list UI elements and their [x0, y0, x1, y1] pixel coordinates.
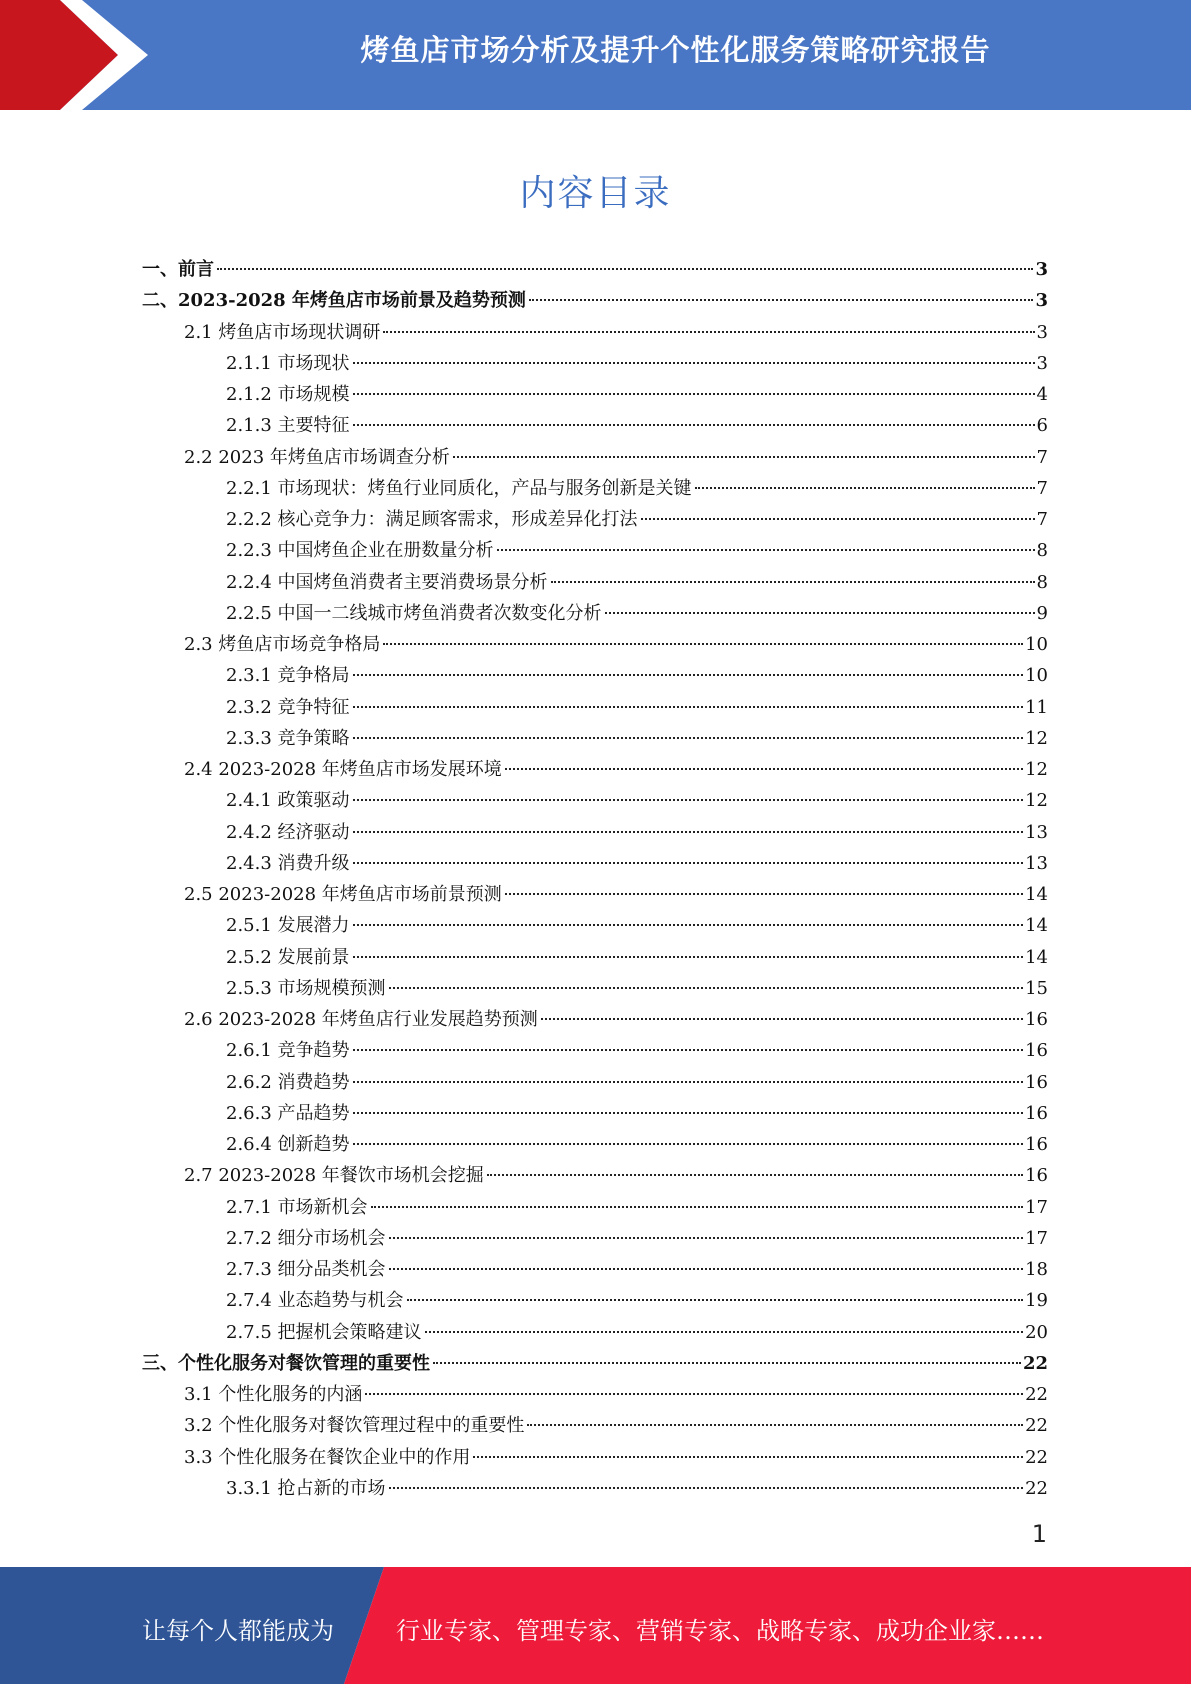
toc-dot-leader — [353, 362, 1035, 364]
toc-entry[interactable] — [142, 910, 1048, 941]
toc-dot-leader — [529, 299, 1034, 301]
toc-entry[interactable] — [142, 285, 1048, 316]
toc-dot-leader — [353, 737, 1024, 739]
toc-entry[interactable] — [142, 848, 1048, 879]
toc-entry-label: 2.7 2023-2028 年餐饮市场机会挖掘 — [184, 1165, 484, 1187]
toc-entry-page: 4 — [1036, 384, 1048, 405]
toc-dot-leader — [353, 831, 1024, 833]
toc-entry[interactable] — [142, 1160, 1048, 1191]
toc-entry[interactable] — [142, 504, 1048, 535]
toc-entry-label: 2.5 2023-2028 年烤鱼店市场前景预测 — [184, 884, 502, 905]
toc-entry-page: 16 — [1025, 1102, 1048, 1124]
toc-dot-leader — [353, 924, 1024, 926]
toc-dot-leader — [217, 268, 1033, 270]
toc-entry-label: 2.2 2023 年烤鱼店市场调查分析 — [184, 446, 450, 468]
toc-entry-label: 2.4.2 经济驱动 — [226, 821, 350, 843]
toc-entry-label: 一、前言 — [142, 259, 214, 280]
toc-entry[interactable] — [142, 1192, 1048, 1223]
toc-entry-page: 14 — [1025, 946, 1048, 968]
toc-entry-label: 2.6.3 产品趋势 — [226, 1102, 350, 1124]
toc-dot-leader — [389, 1268, 1024, 1270]
toc-dot-leader — [695, 487, 1035, 489]
toc-entry-label: 2.7.4 业态趋势与机会 — [226, 1290, 404, 1312]
toc-entry[interactable] — [142, 1285, 1048, 1316]
toc-entry[interactable] — [142, 1410, 1048, 1441]
toc-entry[interactable] — [142, 567, 1048, 598]
toc-entry-label: 2.2.1 市场现状：烤鱼行业同质化，产品与服务创新是关键 — [226, 477, 692, 499]
toc-dot-leader — [425, 1331, 1024, 1333]
toc-entry[interactable] — [142, 1473, 1048, 1504]
toc-entry-page: 15 — [1025, 977, 1048, 999]
toc-entry[interactable] — [142, 1442, 1048, 1473]
toc-entry[interactable] — [142, 1098, 1048, 1129]
toc-entry-page: 22 — [1025, 1446, 1048, 1468]
toc-entry-page: 7 — [1036, 477, 1048, 499]
toc-entry-page: 7 — [1036, 509, 1048, 530]
toc-entry-page: 9 — [1036, 602, 1048, 624]
toc-entry-label: 2.3.2 竞争特征 — [226, 696, 350, 718]
toc-entry-label: 2.4.1 政策驱动 — [226, 790, 350, 812]
toc-entry[interactable] — [142, 942, 1048, 973]
toc-entry[interactable] — [142, 473, 1048, 504]
toc-entry-label: 2.6 2023-2028 年烤鱼店行业发展趋势预测 — [184, 1009, 538, 1030]
toc-entry-label: 2.6.2 消费趋势 — [226, 1071, 350, 1093]
toc-entry-page: 16 — [1025, 1071, 1048, 1093]
toc-entry[interactable] — [142, 442, 1048, 473]
toc-entry-label: 2.7.3 细分品类机会 — [226, 1259, 386, 1280]
toc-entry-label: 3.3 个性化服务在餐饮企业中的作用 — [184, 1446, 471, 1468]
toc-entry[interactable] — [142, 1379, 1048, 1410]
toc-dot-leader — [389, 987, 1024, 989]
toc-dot-leader — [389, 1237, 1024, 1239]
toc-entry-label: 2.1.1 市场现状 — [226, 352, 350, 374]
toc-dot-leader — [551, 581, 1035, 583]
toc-dot-leader — [541, 1018, 1023, 1020]
toc-entry[interactable] — [142, 973, 1048, 1004]
toc-entry-page: 22 — [1022, 1352, 1048, 1374]
toc-dot-leader — [353, 862, 1024, 864]
toc-entry-page: 16 — [1025, 1165, 1048, 1187]
toc-entry-label: 2.5.2 发展前景 — [226, 946, 350, 968]
toc-entry-label: 2.7.1 市场新机会 — [226, 1196, 368, 1218]
toc-entry[interactable] — [142, 1035, 1048, 1066]
toc-dot-leader — [453, 456, 1035, 458]
toc-dot-leader — [353, 706, 1024, 708]
toc-entry-page: 16 — [1025, 1040, 1048, 1062]
toc-dot-leader — [497, 549, 1035, 551]
toc-dot-leader — [353, 1143, 1024, 1145]
toc-dot-leader — [527, 1424, 1023, 1426]
toc-entry[interactable] — [142, 254, 1048, 285]
toc-entry-page: 14 — [1025, 915, 1048, 937]
toc-entry-page: 13 — [1025, 852, 1048, 874]
toc-dot-leader — [353, 799, 1024, 801]
toc-dot-leader — [605, 612, 1035, 614]
toc-entry-label: 2.6.4 创新趋势 — [226, 1134, 350, 1155]
toc-entry-label: 2.5.1 发展潜力 — [226, 915, 350, 937]
toc-dot-leader — [407, 1299, 1024, 1301]
toc-entry-page: 19 — [1025, 1290, 1048, 1312]
header-band — [0, 0, 1191, 110]
toc-entry-page: 6 — [1036, 415, 1048, 437]
toc-entry[interactable] — [142, 660, 1048, 691]
toc-entry[interactable] — [142, 379, 1048, 410]
toc-dot-leader — [353, 393, 1035, 395]
toc-entry-page: 12 — [1025, 759, 1048, 780]
toc-entry-label: 2.2.4 中国烤鱼消费者主要消费场景分析 — [226, 571, 548, 593]
toc-entry-page: 7 — [1036, 446, 1048, 468]
toc-entry-label: 2.3.1 竞争格局 — [226, 665, 350, 687]
toc-dot-leader — [505, 768, 1023, 770]
toc-entry-label: 2.4 2023-2028 年烤鱼店市场发展环境 — [184, 759, 502, 780]
toc-entry[interactable] — [142, 410, 1048, 441]
toc-entry[interactable] — [142, 535, 1048, 566]
toc-heading: 内容目录 — [519, 173, 672, 214]
toc-entry-label: 3.3.1 抢占新的市场 — [226, 1477, 386, 1499]
toc-entry-label: 2.1.2 市场规模 — [226, 384, 350, 405]
toc-entry[interactable] — [142, 348, 1048, 379]
toc-entry-page: 22 — [1025, 1415, 1048, 1437]
toc-dot-leader — [389, 1487, 1024, 1489]
toc-entry[interactable] — [142, 817, 1048, 848]
toc-entry[interactable] — [142, 723, 1048, 754]
toc-dot-leader — [505, 893, 1023, 895]
toc-entry-label: 2.7.2 细分市场机会 — [226, 1227, 386, 1249]
toc-dot-leader — [353, 1081, 1024, 1083]
toc-entry-page: 22 — [1025, 1477, 1048, 1499]
toc-entry[interactable] — [142, 1348, 1048, 1379]
toc-entry-page: 8 — [1036, 540, 1048, 562]
toc-dot-leader — [641, 518, 1035, 520]
toc-entry-page: 3 — [1036, 321, 1048, 343]
toc-entry-label: 2.2.2 核心竞争力：满足顾客需求，形成差异化打法 — [226, 509, 638, 530]
toc-dot-leader — [433, 1362, 1021, 1364]
toc-entry-page: 10 — [1025, 665, 1048, 687]
toc-entry-label: 2.3 烤鱼店市场竞争格局 — [184, 634, 381, 655]
toc-entry-label: 3.2 个性化服务对餐饮管理过程中的重要性 — [184, 1415, 525, 1437]
toc-entry[interactable] — [142, 317, 1048, 348]
toc-entry[interactable] — [142, 754, 1048, 785]
toc-entry-label: 二、2023-2028 年烤鱼店市场前景及趋势预测 — [142, 290, 526, 312]
toc-entry-page: 14 — [1025, 884, 1048, 905]
footer-slogan-right: 行业专家、管理专家、营销专家、战略专家、成功企业家…… — [396, 1617, 1044, 1645]
toc-dot-leader — [383, 643, 1023, 645]
toc-dot-leader — [487, 1174, 1023, 1176]
toc-entry-label: 2.7.5 把握机会策略建议 — [226, 1321, 422, 1343]
toc-entry-label: 2.4.3 消费升级 — [226, 852, 350, 874]
toc-entry[interactable] — [142, 1223, 1048, 1254]
toc-entry-page: 11 — [1025, 696, 1048, 718]
toc-entry-label: 2.1.3 主要特征 — [226, 415, 350, 437]
toc-dot-leader — [371, 1206, 1024, 1208]
toc-entry-page: 10 — [1025, 634, 1048, 655]
toc-entry-page: 3 — [1035, 259, 1048, 280]
toc-entry[interactable] — [142, 692, 1048, 723]
page-number: 1 — [1031, 1520, 1047, 1548]
toc-entry[interactable] — [142, 598, 1048, 629]
toc-entry-page: 12 — [1025, 790, 1048, 812]
toc-entry[interactable] — [142, 879, 1048, 910]
toc-entry-page: 17 — [1025, 1196, 1048, 1218]
toc-entry-page: 3 — [1035, 290, 1048, 312]
toc-dot-leader — [353, 424, 1035, 426]
toc-dot-leader — [353, 956, 1024, 958]
toc-entry-page: 16 — [1025, 1134, 1048, 1155]
toc-entry[interactable] — [142, 1317, 1048, 1348]
toc-entry-page: 3 — [1036, 352, 1048, 374]
toc-entry-page: 12 — [1025, 727, 1048, 749]
toc-entry-page: 17 — [1025, 1227, 1048, 1249]
footer-slogan-left: 让每个人都能成为 — [142, 1617, 334, 1645]
toc-entry-label: 2.5.3 市场规模预测 — [226, 977, 386, 999]
toc-dot-leader — [353, 1112, 1024, 1114]
toc-dot-leader — [473, 1456, 1023, 1458]
toc-entry-page: 8 — [1036, 571, 1048, 593]
toc-entry[interactable] — [142, 1004, 1048, 1035]
toc-dot-leader — [353, 1049, 1024, 1051]
toc-entry-page: 16 — [1025, 1009, 1048, 1030]
toc-entry[interactable] — [142, 1254, 1048, 1285]
toc-entry-page: 13 — [1025, 821, 1048, 843]
toc-entry-label: 2.2.3 中国烤鱼企业在册数量分析 — [226, 540, 494, 562]
table-of-contents — [142, 254, 1048, 1504]
toc-entry-label: 3.1 个性化服务的内涵 — [184, 1384, 363, 1405]
toc-entry[interactable] — [142, 629, 1048, 660]
toc-dot-leader — [383, 331, 1034, 333]
report-title: 烤鱼店市场分析及提升个性化服务策略研究报告 — [360, 33, 991, 67]
toc-entry-label: 2.1 烤鱼店市场现状调研 — [184, 321, 381, 343]
toc-entry[interactable] — [142, 1129, 1048, 1160]
toc-entry-label: 2.2.5 中国一二线城市烤鱼消费者次数变化分析 — [226, 602, 602, 624]
toc-entry-label: 2.3.3 竞争策略 — [226, 727, 350, 749]
footer-band — [0, 1567, 1191, 1684]
toc-entry[interactable] — [142, 785, 1048, 816]
toc-dot-leader — [365, 1393, 1023, 1395]
toc-entry-page: 20 — [1025, 1321, 1048, 1343]
toc-entry-page: 22 — [1025, 1384, 1048, 1405]
toc-entry-label: 三、个性化服务对餐饮管理的重要性 — [142, 1352, 430, 1374]
toc-entry-label: 2.6.1 竞争趋势 — [226, 1040, 350, 1062]
toc-entry[interactable] — [142, 1067, 1048, 1098]
toc-entry-page: 18 — [1025, 1259, 1048, 1280]
toc-dot-leader — [353, 674, 1024, 676]
